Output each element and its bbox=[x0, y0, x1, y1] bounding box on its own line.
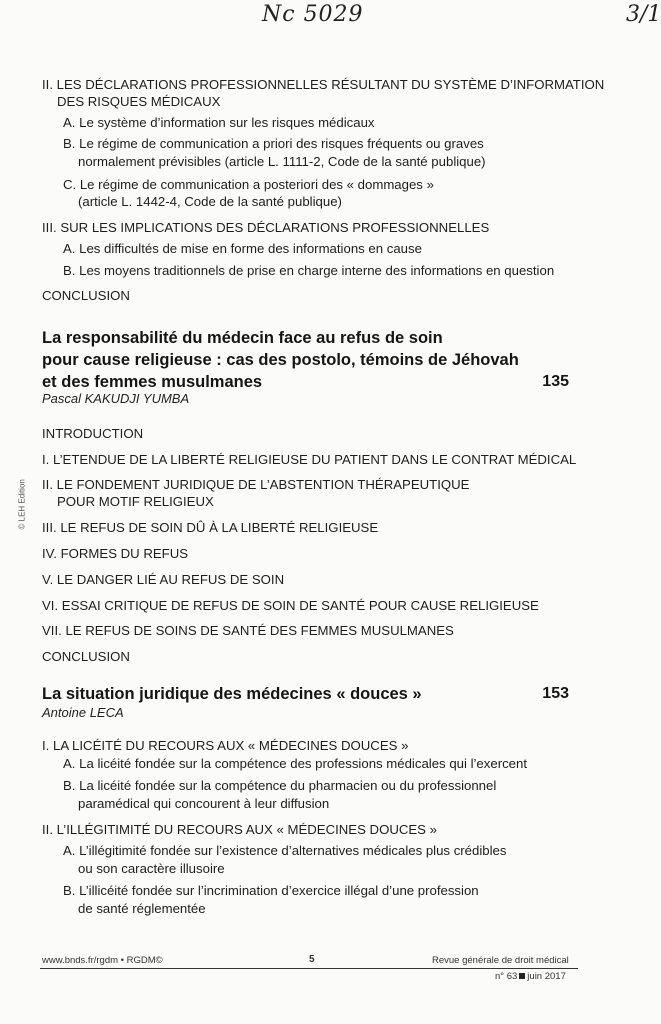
article-page-number: 135 bbox=[542, 373, 569, 390]
toc-subitem-a: A. L’illégitimité fondée sur l’existence d’alternatives médicales plus crédibles bbox=[63, 843, 507, 858]
toc-item-ii-cont: POUR MOTIF RELIGIEUX bbox=[57, 494, 214, 509]
toc-item-iii: III. SUR LES IMPLICATIONS DES DÉCLARATIONS PROFESSIONNELLES bbox=[42, 220, 490, 235]
toc-subitem-c: C. Le régime de communication a posteriori des « dommages » bbox=[63, 177, 434, 192]
footer-journal: Revue générale de droit médical bbox=[432, 955, 569, 966]
toc-item-i: I. LA LICÉITÉ DU RECOURS AUX « MÉDECINES DOUCES » bbox=[42, 738, 409, 753]
toc-subitem-b-cont: paramédical qui concourent à leur diffusion bbox=[78, 796, 330, 811]
article-page-number: 153 bbox=[542, 685, 569, 702]
toc-subitem-b: B. L’illicéité fondée sur l’incrimination d’exercice illégal d’une profession bbox=[63, 883, 479, 898]
handwritten-page-mark: 3/1 bbox=[626, 2, 661, 27]
footer-issue bbox=[495, 971, 566, 982]
article-title-line: et des femmes musulmanes bbox=[42, 373, 263, 391]
article-author: Antoine LECA bbox=[42, 705, 124, 720]
toc-introduction: INTRODUCTION bbox=[42, 426, 144, 441]
toc-subitem-a: A. La licéité fondée sur la compétence des professions médicales qui l’exercent bbox=[63, 756, 528, 771]
article-title-line: pour cause religieuse : cas des postolo, témoins de Jéhovah bbox=[42, 351, 519, 369]
toc-item-ii: II. LE FONDEMENT JURIDIQUE DE L’ABSTENTION THÉRAPEUTIQUE bbox=[42, 477, 470, 492]
toc-subitem-a: A. Le système d’information sur les risques médicaux bbox=[63, 115, 375, 130]
toc-conclusion: CONCLUSION bbox=[42, 288, 130, 303]
toc-item-vi: VI. ESSAI CRITIQUE DE REFUS DE SOIN DE SANTÉ POUR CAUSE RELIGIEUSE bbox=[42, 598, 539, 613]
toc-subitem-b-cont: de santé réglementée bbox=[78, 901, 206, 916]
article-title: La situation juridique des médecines « douces » bbox=[42, 685, 422, 703]
toc-item-ii: II. LES DÉCLARATIONS PROFESSIONNELLES RÉSULTANT DU SYSTÈME D’INFORMATION bbox=[42, 77, 605, 92]
toc-subitem-a: A. Les difficultés de mise en forme des informations en cause bbox=[63, 241, 422, 256]
toc-conclusion: CONCLUSION bbox=[42, 649, 130, 664]
toc-subitem-b-cont: normalement prévisibles (article L. 1111-2, Code de la santé publique) bbox=[78, 154, 486, 169]
square-bullet-icon bbox=[519, 973, 525, 979]
toc-subitem-b: B. La licéité fondée sur la compétence du pharmacien ou du professionnel bbox=[63, 778, 497, 793]
toc-item-vii: VII. LE REFUS DE SOINS DE SANTÉ DES FEMMES MUSULMANES bbox=[42, 623, 454, 638]
footer-site: www.bnds.fr/rgdm • RGDM© bbox=[42, 955, 163, 966]
toc-item-ii: II. L’ILLÉGITIMITÉ DU RECOURS AUX « MÉDECINES DOUCES » bbox=[42, 822, 437, 837]
toc-item-v: V. LE DANGER LIÉ AU REFUS DE SOIN bbox=[42, 572, 285, 587]
article-title-line: La responsabilité du médecin face au refus de soin bbox=[42, 329, 443, 347]
footer-page-number: 5 bbox=[309, 954, 315, 965]
footer-issue-number: n° 63 bbox=[495, 971, 518, 982]
toc-subitem-c-cont: (article L. 1442-4, Code de la santé publique) bbox=[78, 194, 342, 209]
footer-issue-date: juin 2017 bbox=[527, 971, 566, 982]
toc-subitem-b: B. Les moyens traditionnels de prise en charge interne des informations en question bbox=[63, 263, 555, 278]
handwritten-note: Nc 5029 bbox=[262, 2, 364, 27]
article-author: Pascal KAKUDJI YUMBA bbox=[42, 391, 190, 406]
footer-rule bbox=[40, 968, 578, 969]
toc-item-iii: III. LE REFUS DE SOIN DÛ À LA LIBERTÉ RELIGIEUSE bbox=[42, 520, 379, 535]
toc-item-i: I. L’ETENDUE DE LA LIBERTÉ RELIGIEUSE DU PATIENT DANS LE CONTRAT MÉDICAL bbox=[42, 452, 577, 467]
toc-item-ii-cont: DES RISQUES MÉDICAUX bbox=[57, 94, 221, 109]
toc-subitem-a-cont: ou son caractère illusoire bbox=[78, 861, 225, 876]
side-credit: © LEH Edition bbox=[17, 479, 27, 530]
toc-item-iv: IV. FORMES DU REFUS bbox=[42, 546, 189, 561]
toc-subitem-b: B. Le régime de communication a priori des risques fréquents ou graves bbox=[63, 136, 484, 151]
